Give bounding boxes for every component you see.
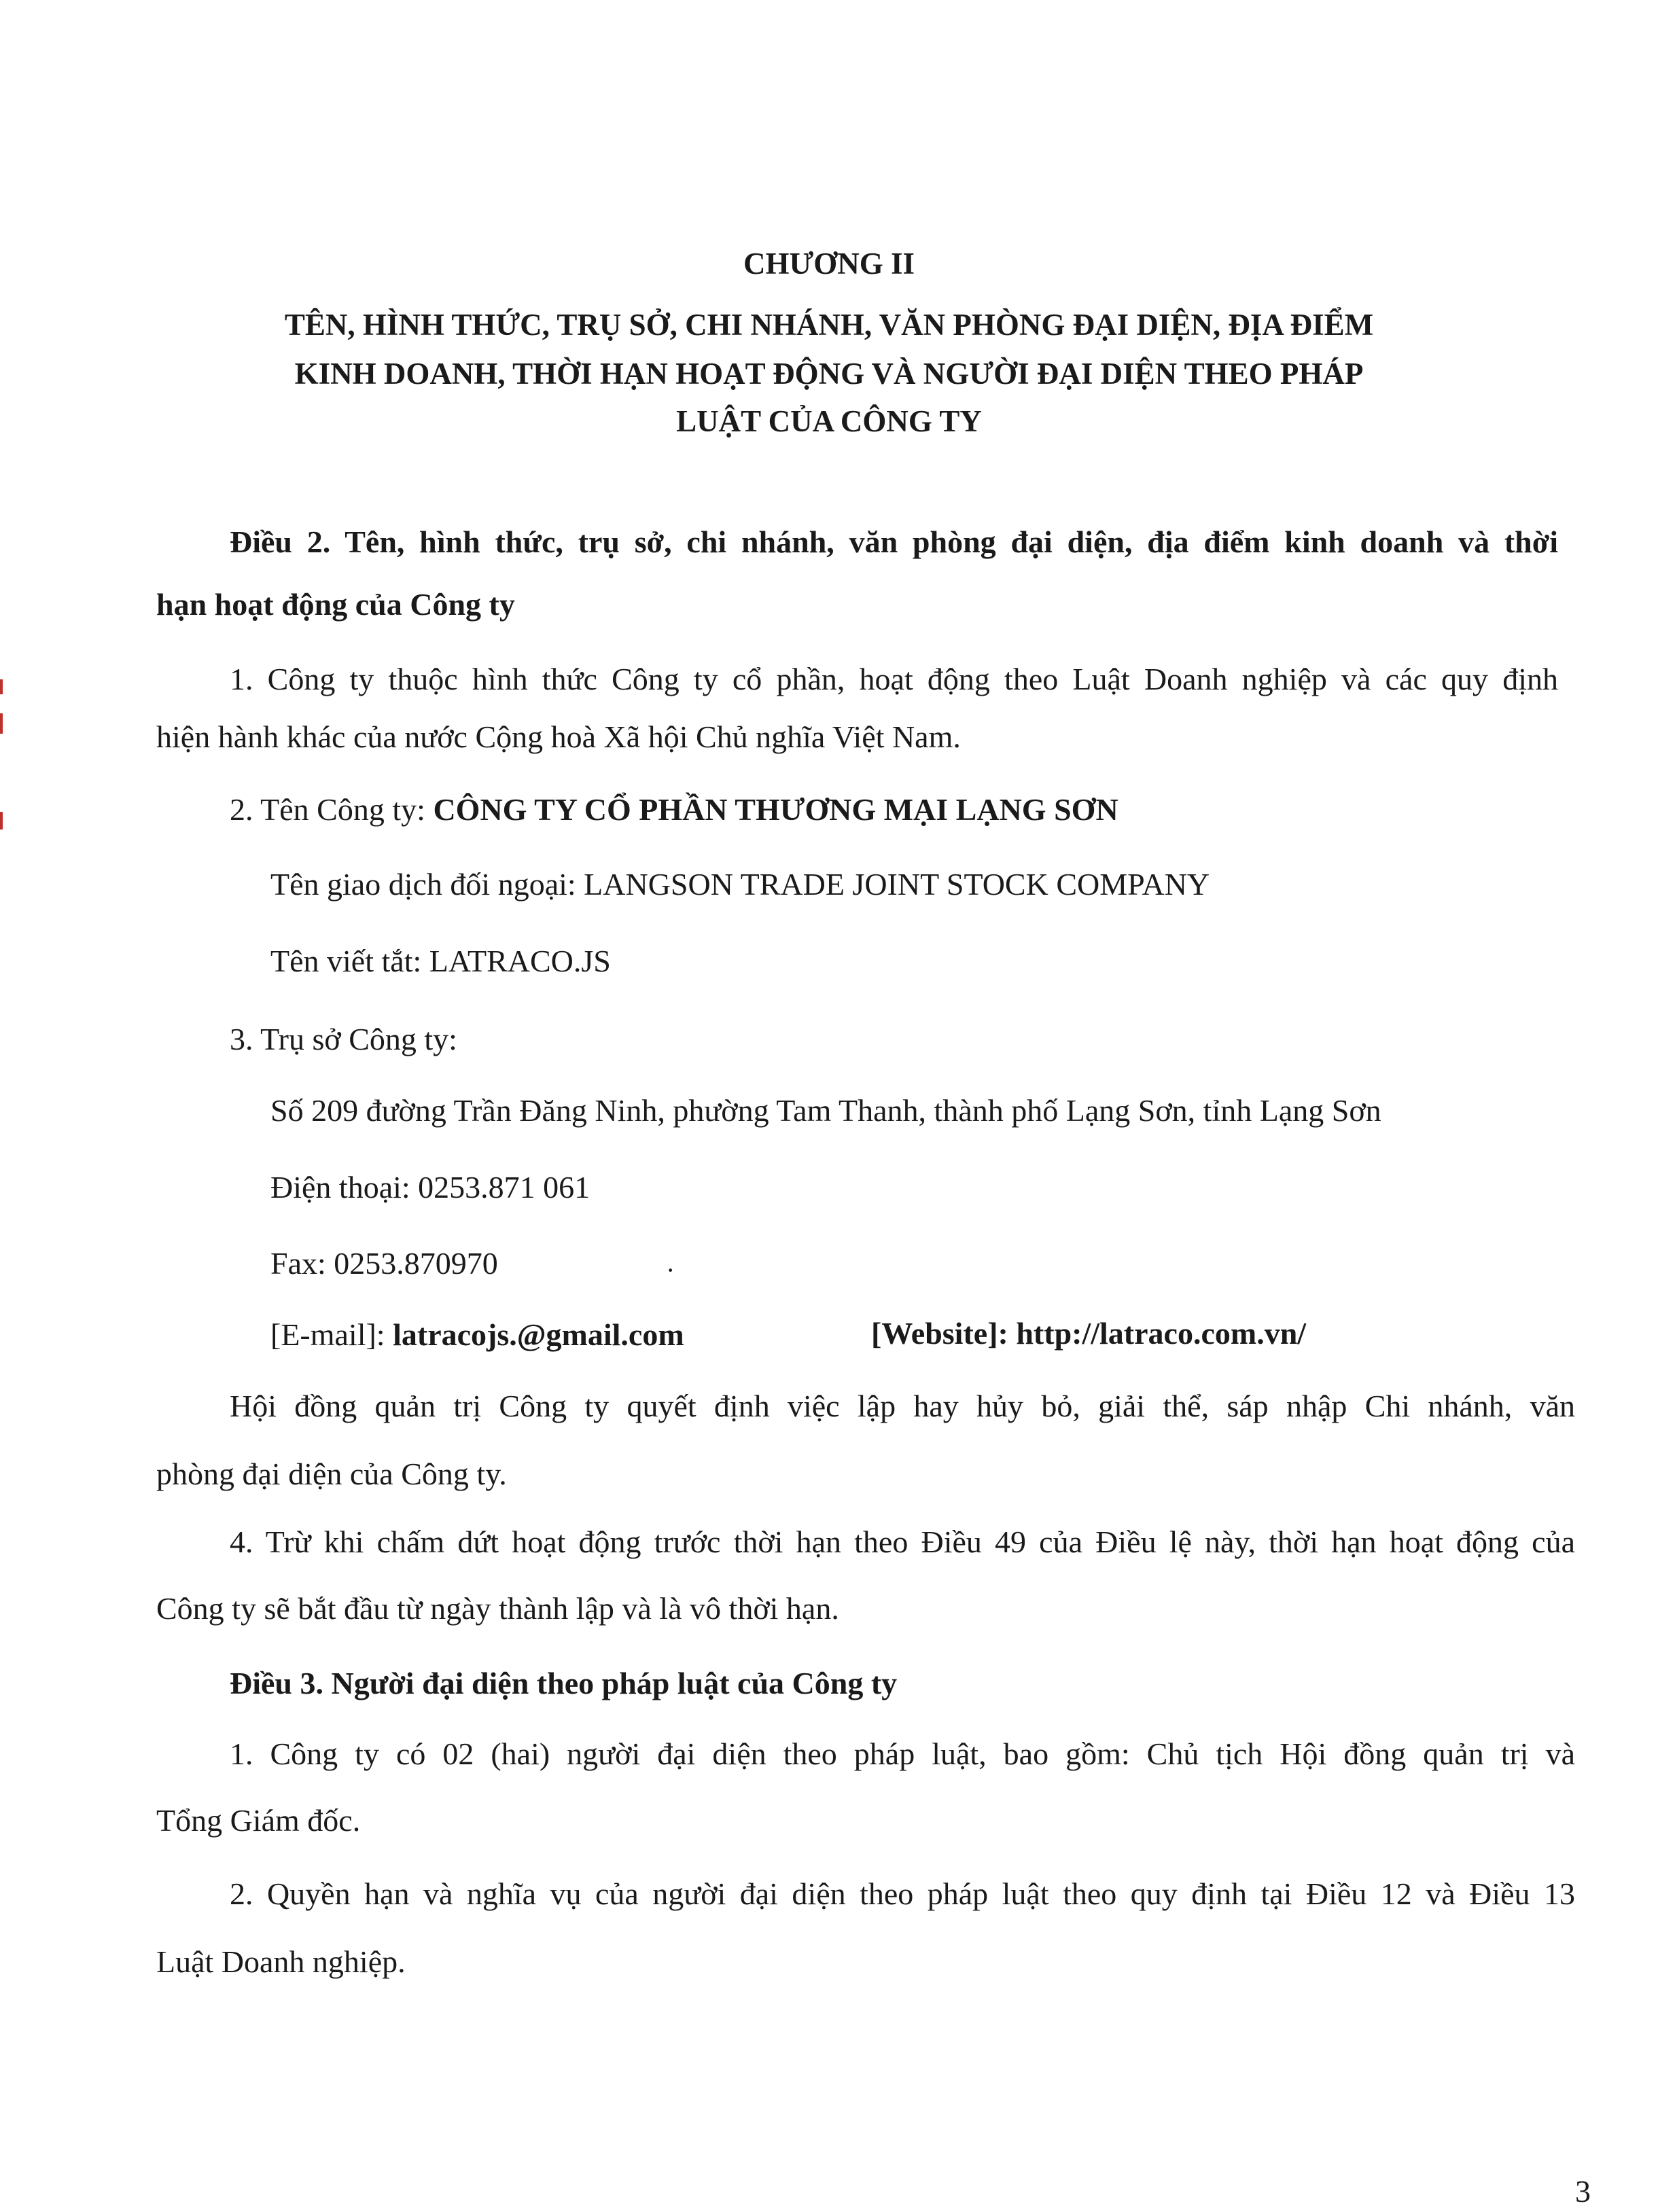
page-number: 3: [1575, 2174, 1591, 2209]
website-line: [871, 1313, 1306, 1354]
article-2-clause-1-line-1: 1. Công ty thuộc hình thức Công ty cổ phần, hoạt động theo Luật Doanh nghiệp và các quy định: [230, 662, 1558, 696]
chapter-subtitle-line-2: KINH DOANH, THỜI HẠN HOẠT ĐỘNG VÀ NGƯỜI ĐẠI DIỆN THEO PHÁP: [294, 357, 1364, 391]
email-label: [E-mail]:: [270, 1317, 393, 1352]
article-2-clause-1-line-2: hiện hành khác của nước Cộng hoà Xã hội Chủ nghĩa Việt Nam.: [156, 719, 961, 754]
article-3-clause-1-line-1: 1. Công ty có 02 (hai) người đại diện theo pháp luật, bao gồm: Chủ tịch Hội đồng quản trị và: [230, 1736, 1575, 1771]
scan-mark: [0, 713, 3, 734]
company-name-label: 2. Tên Công ty:: [230, 792, 434, 827]
article-3-clause-1-line-2: Tổng Giám đốc.: [156, 1803, 361, 1838]
short-name: Tên viết tắt: LATRACO.JS: [270, 944, 611, 978]
chapter-subtitle-line-1: TÊN, HÌNH THỨC, TRỤ SỞ, CHI NHÁNH, VĂN PHÒNG ĐẠI DIỆN, ĐỊA ĐIỂM: [284, 308, 1374, 342]
head-office-address: Số 209 đường Trần Đăng Ninh, phường Tam Thanh, thành phố Lạng Sơn, tỉnh Lạng Sơn: [270, 1093, 1381, 1128]
email-value: latracojs.@gmail.com: [393, 1317, 684, 1352]
article-2-clause-4-line-1: 4. Trừ khi chấm dứt hoạt động trước thời hạn theo Điều 49 của Điều lệ này, thời hạn hoạt động của: [230, 1524, 1575, 1559]
phone-number: Điện thoại: 0253.871 061: [270, 1170, 590, 1205]
article-2-heading-line-1: Điều 2. Tên, hình thức, trụ sở, chi nhánh, văn phòng đại diện, địa điểm kinh doanh và thời: [230, 524, 1558, 559]
article-2-clause-4-line-2: Công ty sẽ bắt đầu từ ngày thành lập và là vô thời hạn.: [156, 1591, 839, 1626]
company-name: CÔNG TY CỔ PHẦN THƯƠNG MẠI LẠNG SƠN: [433, 792, 1118, 827]
fax-number: Fax: 0253.870970: [270, 1246, 498, 1281]
stray-dot: ·: [666, 1255, 675, 1285]
article-3-clause-2-line-2: Luật Doanh nghiệp.: [156, 1944, 406, 1979]
board-paragraph-line-2: phòng đại diện của Công ty.: [156, 1457, 507, 1491]
article-2-clause-2: [230, 789, 1118, 830]
scan-mark: [0, 812, 3, 830]
board-paragraph-line-1: Hội đồng quản trị Công ty quyết định việc lập hay hủy bỏ, giải thể, sáp nhập Chi nhánh, văn: [230, 1389, 1575, 1423]
article-3-clause-2-line-1: 2. Quyền hạn và nghĩa vụ của người đại diện theo pháp luật theo quy định tại Điều 12 và Điều 13: [230, 1876, 1575, 1911]
scan-mark: [0, 679, 3, 694]
article-2-heading-line-2: hạn hoạt động của Công ty: [156, 587, 515, 622]
article-2-clause-3: 3. Trụ sở Công ty:: [230, 1022, 457, 1056]
chapter-subtitle-line-3: LUẬT CỦA CÔNG TY: [676, 404, 982, 438]
foreign-trade-name: Tên giao dịch đối ngoại: LANGSON TRADE JOINT STOCK COMPANY: [270, 867, 1210, 902]
email-line: [270, 1315, 684, 1355]
chapter-title: CHƯƠNG II: [743, 247, 915, 281]
website-value: http://latraco.com.vn/: [1016, 1316, 1307, 1351]
article-3-heading: Điều 3. Người đại diện theo pháp luật của Công ty: [230, 1666, 898, 1700]
website-label: [Website]:: [871, 1316, 1017, 1351]
